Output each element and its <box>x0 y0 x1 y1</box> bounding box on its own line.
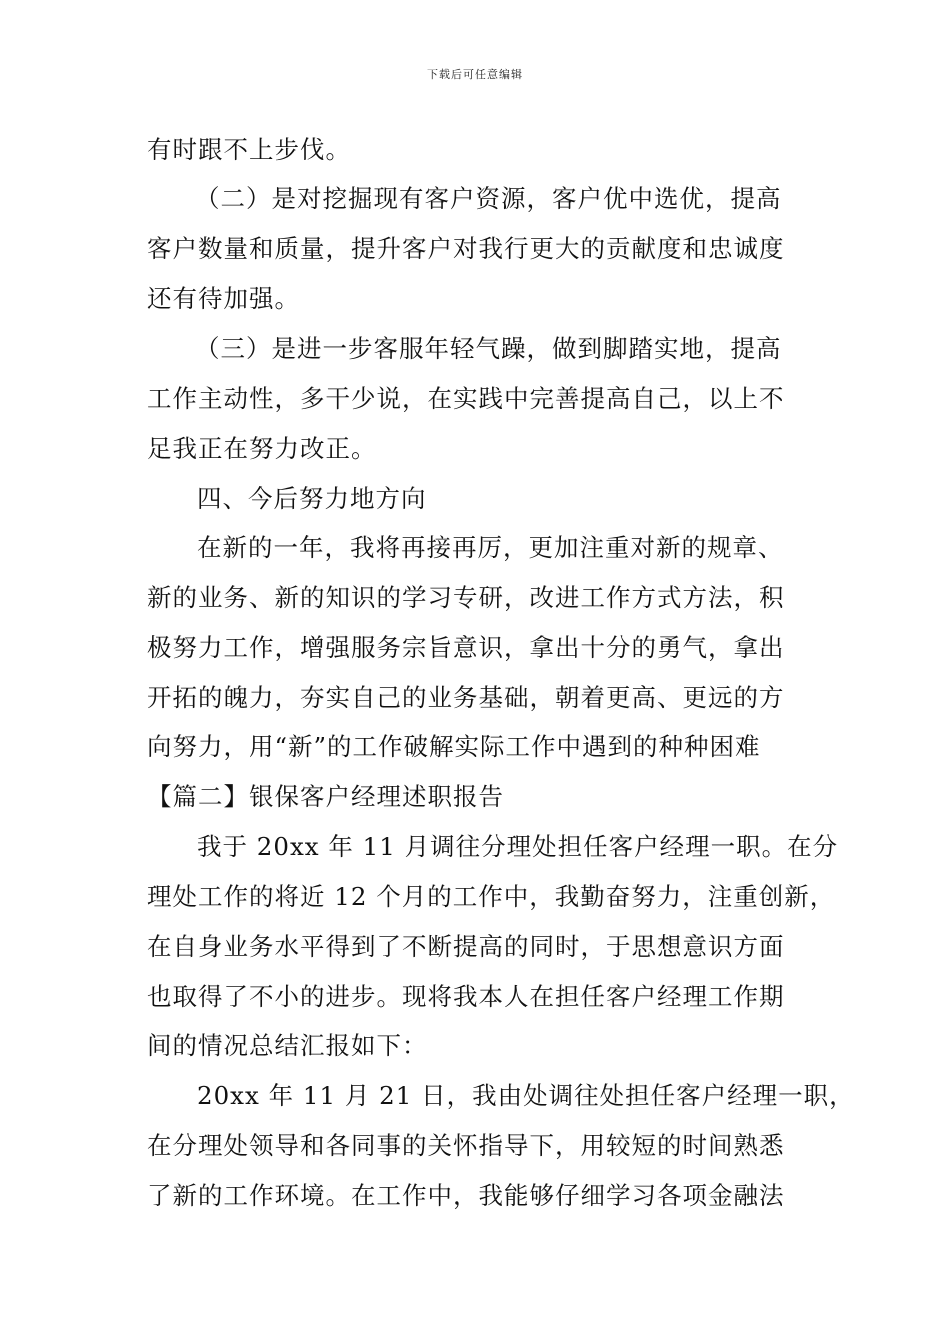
article-title: 【篇二】银保客户经理述职报告 <box>147 782 504 811</box>
text-line: 极努力工作，增强服务宗旨意识，拿出十分的勇气，拿出 <box>147 633 785 662</box>
text-line: 工作主动性，多干少说，在实践中完善提高自己，以上不 <box>147 384 785 413</box>
text-line: 新的业务、新的知识的学习专研，改进工作方式方法，积 <box>147 583 785 612</box>
text-line: 20xx 年 11 月 21 日，我由处调往处担任客户经理一职， <box>197 1081 855 1110</box>
header-note: 下载后可任意编辑 <box>427 68 523 81</box>
text-line: 在自身业务水平得到了不断提高的同时，于思想意识方面 <box>147 932 785 961</box>
text-line: 客户数量和质量，提升客户对我行更大的贡献度和忠诚度 <box>147 234 785 263</box>
text-line: 还有待加强。 <box>147 284 300 313</box>
text-line: 也取得了不小的进步。现将我本人在担任客户经理工作期 <box>147 982 785 1011</box>
text-line: 足我正在努力改正。 <box>147 434 377 463</box>
text-line: （二）是对挖掘现有客户资源，客户优中选优，提高 <box>195 184 782 213</box>
text-line: 我于 20xx 年 11 月调往分理处担任客户经理一职。在分 <box>197 832 839 861</box>
text-line: （三）是进一步客服年轻气躁，做到脚踏实地，提高 <box>195 334 782 363</box>
text-line: 在分理处领导和各同事的关怀指导下，用较短的时间熟悉 <box>147 1131 785 1160</box>
text-line: 理处工作的将近 12 个月的工作中，我勤奋努力，注重创新， <box>147 882 836 911</box>
text-line: 向努力，用“新”的工作破解实际工作中遇到的种种困难 <box>147 732 761 761</box>
text-line: 在新的一年，我将再接再厉，更加注重对新的规章、 <box>197 533 784 562</box>
text-line: 了新的工作环境。在工作中，我能够仔细学习各项金融法 <box>147 1181 785 1210</box>
section-heading: 四、今后努力地方向 <box>197 484 427 513</box>
text-line: 开拓的魄力，夯实自己的业务基础，朝着更高、更远的方 <box>147 683 785 712</box>
text-line: 有时跟不上步伐。 <box>147 135 351 164</box>
text-line: 间的情况总结汇报如下： <box>147 1031 428 1060</box>
